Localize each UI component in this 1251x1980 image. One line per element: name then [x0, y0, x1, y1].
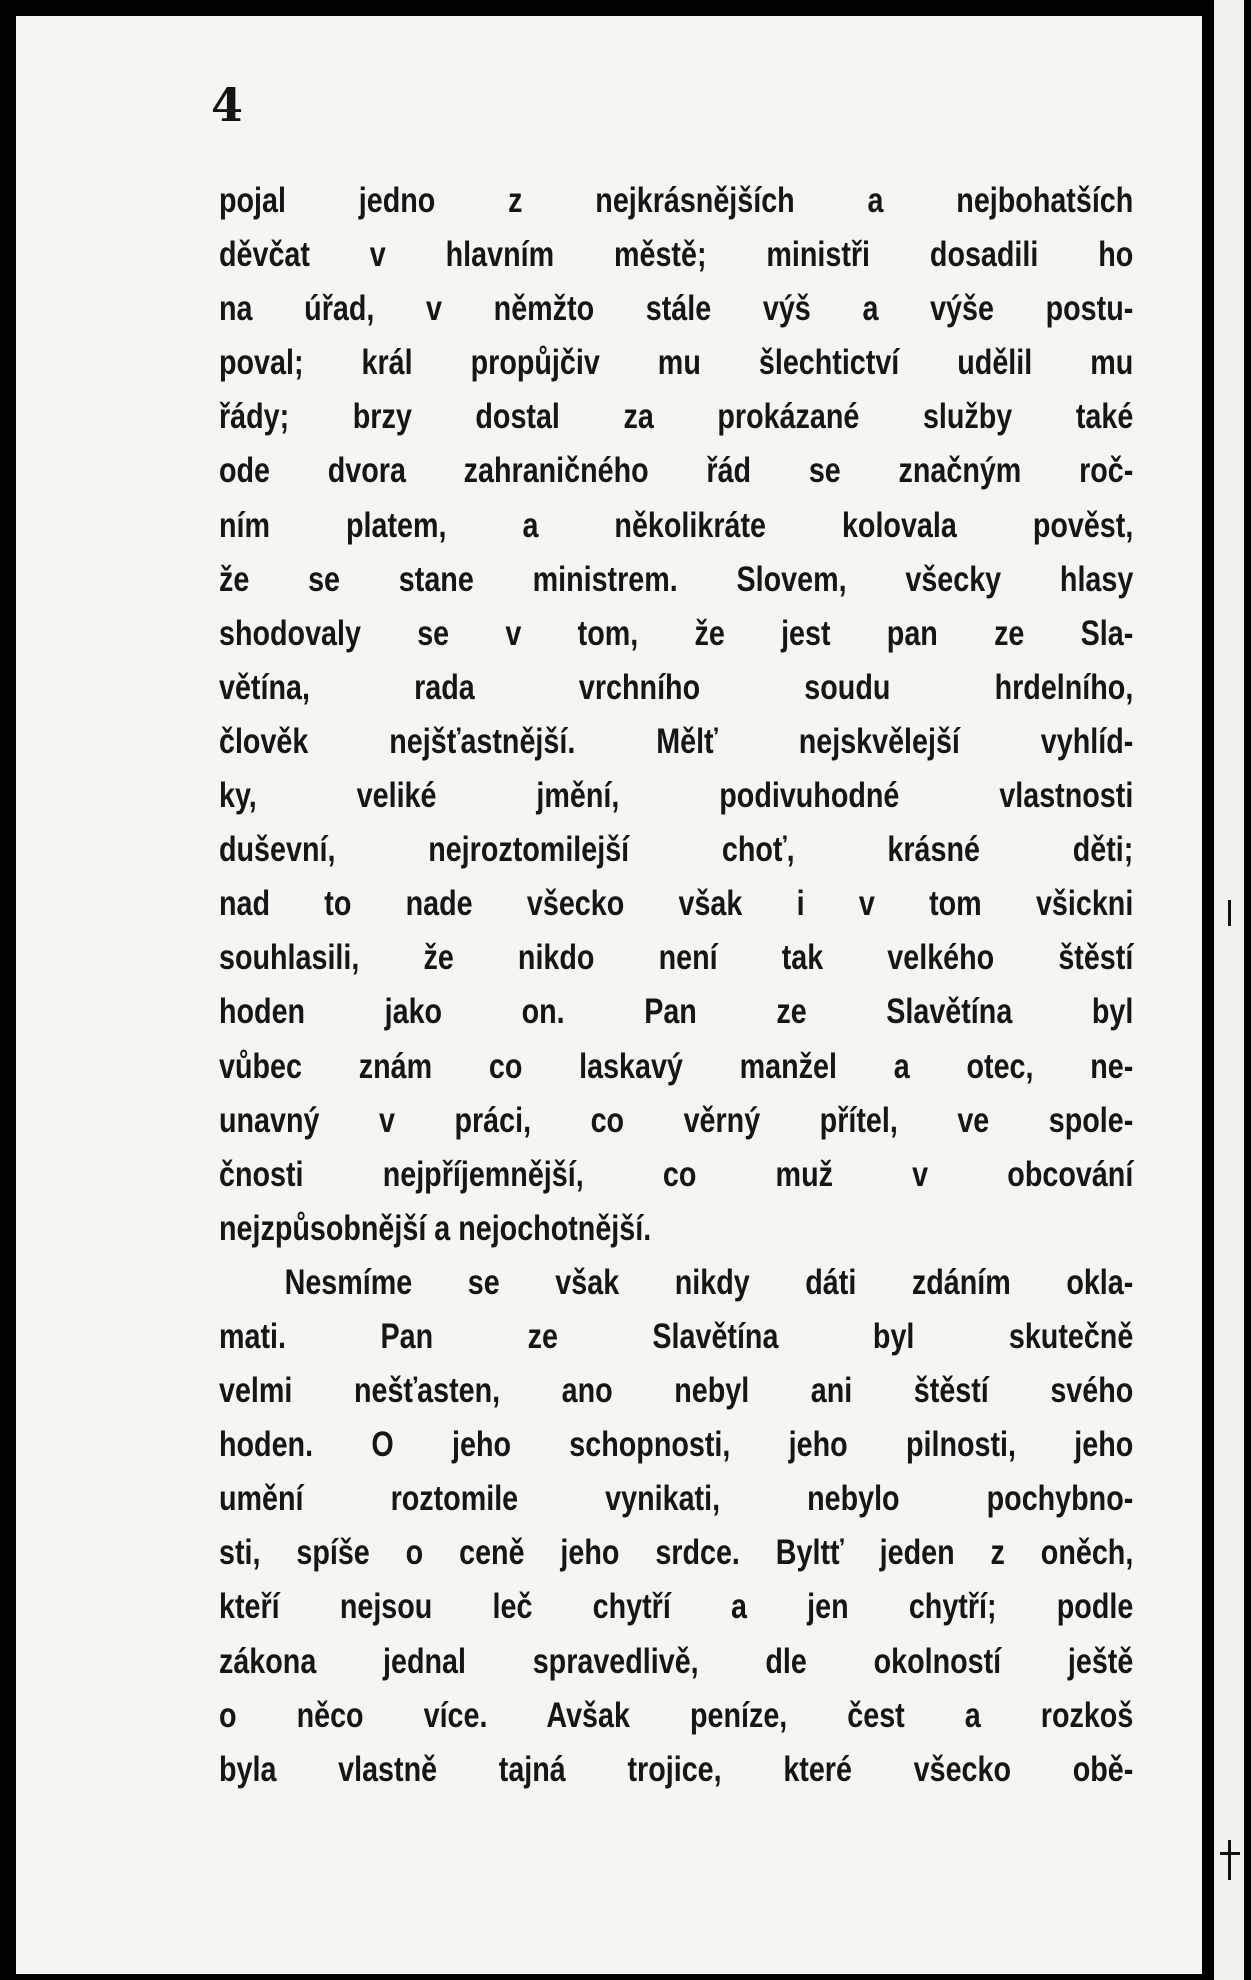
text-line: velmi nešťasten, ano nebyl ani štěstí svého	[219, 1371, 1134, 1411]
text-line: sti, spíše o ceně jeho srdce. Byltť jeden z oněch,	[219, 1533, 1134, 1573]
text-line: děvčat v hlavním městě; ministři dosadili ho	[219, 235, 1134, 275]
body-text	[219, 174, 1133, 1797]
text-line: hoden jako on. Pan ze Slavětína byl	[219, 992, 1134, 1032]
text-line: větína, rada vrchního soudu hrdelního,	[219, 667, 1134, 707]
text-line: souhlasili, že nikdo není tak velkého štěstí	[219, 938, 1134, 978]
text-line-paragraph-end: nejzpůsobnější a nejochotnější.	[219, 1208, 652, 1248]
text-line: o něco více. Avšak peníze, čest a rozkoš	[219, 1695, 1134, 1735]
text-line: člověk nejšťastnější. Mělť nejskvělejší vyhlíd-	[219, 721, 1134, 761]
text-line: hoden. O jeho schopnosti, jeho pilnosti, jeho	[219, 1425, 1134, 1465]
text-line: duševní, nejroztomilejší choť, krásné děti;	[219, 830, 1134, 870]
text-line: že se stane ministrem. Slovem, všecky hlasy	[219, 559, 1134, 599]
text-line: umění roztomile vynikati, nebylo pochybno-	[219, 1479, 1134, 1519]
text-line-paragraph-start: Nesmíme se však nikdy dáti zdáním okla-	[284, 1262, 1134, 1302]
text-line: kteří nejsou leč chytří a jen chytří; podle	[219, 1587, 1134, 1627]
text-line: mati. Pan ze Slavětína byl skutečně	[219, 1316, 1134, 1356]
book-page	[16, 16, 1202, 1974]
text-line: na úřad, v němžto stále výš a výše postu-	[219, 289, 1134, 329]
text-line: nad to nade všecko však i v tom všickni	[219, 884, 1134, 924]
adjacent-page-edge	[1214, 0, 1244, 1980]
text-line: vůbec znám co laskavý manžel a otec, ne-	[219, 1046, 1134, 1086]
page-number: 4	[211, 78, 244, 132]
text-line: čnosti nejpříjemnější, co muž v obcování	[219, 1154, 1134, 1194]
text-line: zákona jednal spravedlivě, dle okolností ještě	[219, 1641, 1134, 1681]
text-line: unavný v práci, co věrný přítel, ve spole-	[219, 1100, 1134, 1140]
text-line: ode dvora zahraničného řád se značným roč-	[219, 451, 1134, 491]
text-line: poval; král propůjčiv mu šlechtictví udělil mu	[219, 343, 1134, 383]
text-line: ky, veliké jmění, podivuhodné vlastnosti	[219, 776, 1134, 816]
text-line: byla vlastně tajná trojice, které všecko obě-	[219, 1749, 1134, 1789]
edge-mark	[1228, 1840, 1231, 1880]
text-line: shodovaly se v tom, že jest pan ze Sla-	[219, 613, 1134, 653]
text-line: pojal jedno z nejkrásnějších a nejbohatších	[219, 181, 1134, 220]
edge-mark	[1228, 900, 1231, 926]
text-line: ním platem, a několikráte kolovala pověst,	[219, 505, 1134, 545]
text-line: řády; brzy dostal za prokázané služby také	[219, 397, 1134, 437]
page-gutter-shadow	[1202, 0, 1214, 1980]
